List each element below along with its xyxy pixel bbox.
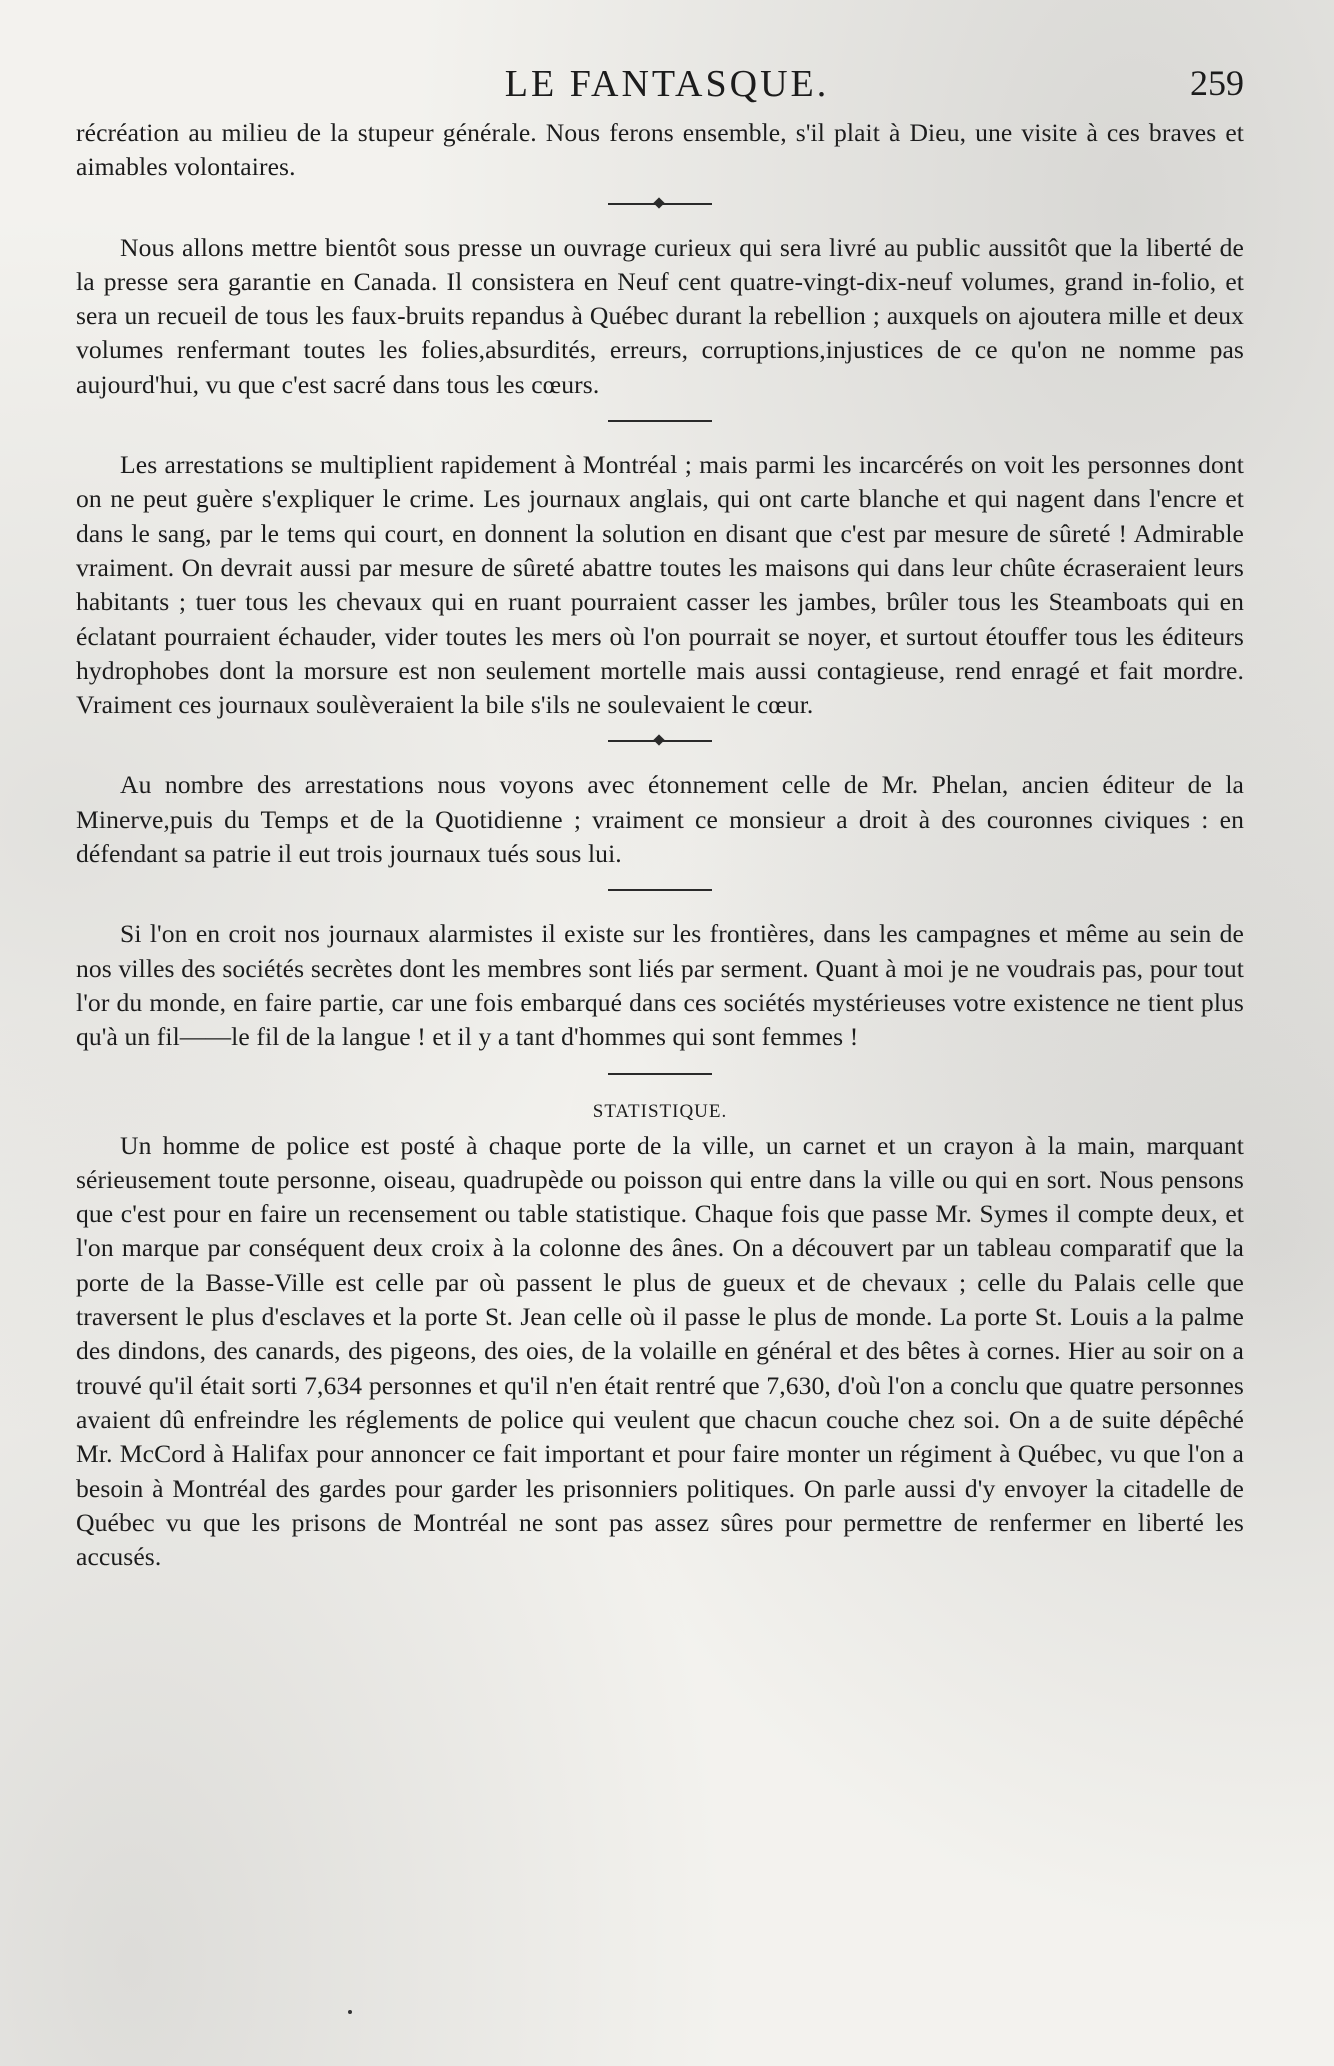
paragraph-arrestations-montreal: Les arrestations se multiplient rapidement à Montréal ; mais parmi les incarcérés on voit les personnes dont on ne peut guère s'expliquer le crime. Les journaux anglais, qui ont carte blanche et qui nagent dans l'encre et dans le sang, par le tems qui court, en donnent la solution en disant que c'est par mesure de sûreté ! Admirable vraiment. On devrait aussi par mesure de sûreté abattre toutes les maisons qui dans leur chûte écraseraient leurs habitants ; tuer tous les chevaux qui en ruant pourraient casser les jambes, brûler tous les Steamboats qui en éclatant pourraient échauder, vider toutes les mers où l'on pourrait se noyer, et surtout étouffer tous les éditeurs hydrophobes dont la morsure est non seulement mortelle mais aussi contagieuse, rend enragé et fait mordre. Vraiment ces journaux soulèveraient la bile s'ils ne soulevaient le cœur.	[76, 450, 1244, 720]
paragraph-arrestation-phelan: Au nombre des arrestations nous voyons avec étonnement celle de Mr. Phelan, ancien éditeur de la Minerve,puis du Temps et de la Quotidienne ; vraiment ce monsieur a droit à des couronnes civiques : en défendant sa patrie il eut trois journaux tués sous lui.	[76, 770, 1244, 869]
paragraph-continuation: récréation au milieu de la stupeur générale. Nous ferons ensemble, s'il plait à Dieu, une visite à ces braves et aimables volontaires.	[76, 118, 1244, 182]
separator-rule	[608, 740, 712, 742]
article-body	[76, 116, 1244, 1574]
paragraph-societes-secretes: Si l'on en croit nos journaux alarmistes il existe sur les frontières, dans les campagnes et même au sein de nos villes des sociétés secrètes dont les membres sont liés par serment. Quant à moi je ne voudrais pas, pour tout l'or du monde, en faire partie, car une fois embarqué dans ces sociétés mystérieuses votre existence ne tient plus qu'à un fil——le fil de la langue ! et il y a tant d'hommes qui sont femmes !	[76, 919, 1244, 1052]
printing-speck	[348, 2010, 352, 2014]
page-number: 259	[1190, 63, 1244, 103]
running-title: LE FANTASQUE.	[504, 63, 830, 105]
paragraph-statistique: Un homme de police est posté à chaque porte de la ville, un carnet et un crayon à la main, marquant sérieusement toute personne, oiseau, quadrupède ou poisson qui entre dans la ville ou qui en sort. Nous pensons que c'est pour en faire un recensement ou table statistique. Chaque fois que passe Mr. Symes il compte deux, et l'on marque par conséquent deux croix à la colonne des ânes. On a découvert par un tableau comparatif que la porte de la Basse-Ville est celle par où passent le plus de gueux et de chevaux ; celle du Palais celle que traversent le plus d'esclaves et la porte St. Jean celle où il passe le plus de monde. La porte St. Louis a la palme des dindons, des canards, des pigeons, des oies, de la volaille en général et des bêtes à cornes. Hier au soir on a trouvé qu'il était sorti 7,634 personnes et qu'il n'en était rentré que 7,630, d'où l'on a conclu que quatre personnes avaient dû enfreindre les réglements de police qui veulent que chacun couche chez soi. On a de suite dépêché Mr. McCord à Halifax pour annoncer ce fait important et pour faire monter un régiment à Québec, vu que l'on a besoin à Montréal des gardes pour garder les prisonniers politiques. On parle aussi d'y envoyer la citadelle de Québec vu que les prisons de Montréal ne sont pas assez sûres pour permettre de renfermer en liberté les accusés.	[76, 1130, 1244, 1572]
separator-rule	[608, 889, 712, 891]
separator-rule	[608, 1073, 712, 1075]
section-heading-statistique: STATISTIQUE.	[592, 1100, 728, 1122]
running-head	[70, 56, 1264, 116]
separator-rule	[608, 420, 712, 422]
paragraph-ouvrage-curieux: Nous allons mettre bientôt sous presse un ouvrage curieux qui sera livré au public aussitôt que la liberté de la presse sera garantie en Canada. Il consistera en Neuf cent quatre-vingt-dix-neuf volumes, grand in-folio, et sera un recueil de tous les faux-bruits repandus à Québec durant la rebellion ; auxquels on ajoutera mille et deux volumes renfermant toutes les folies,absurdités, erreurs, corruptions,injustices de ce qu'on ne nomme pas aujourd'hui, vu que c'est sacré dans tous les cœurs.	[76, 232, 1244, 399]
separator-rule	[608, 203, 712, 205]
